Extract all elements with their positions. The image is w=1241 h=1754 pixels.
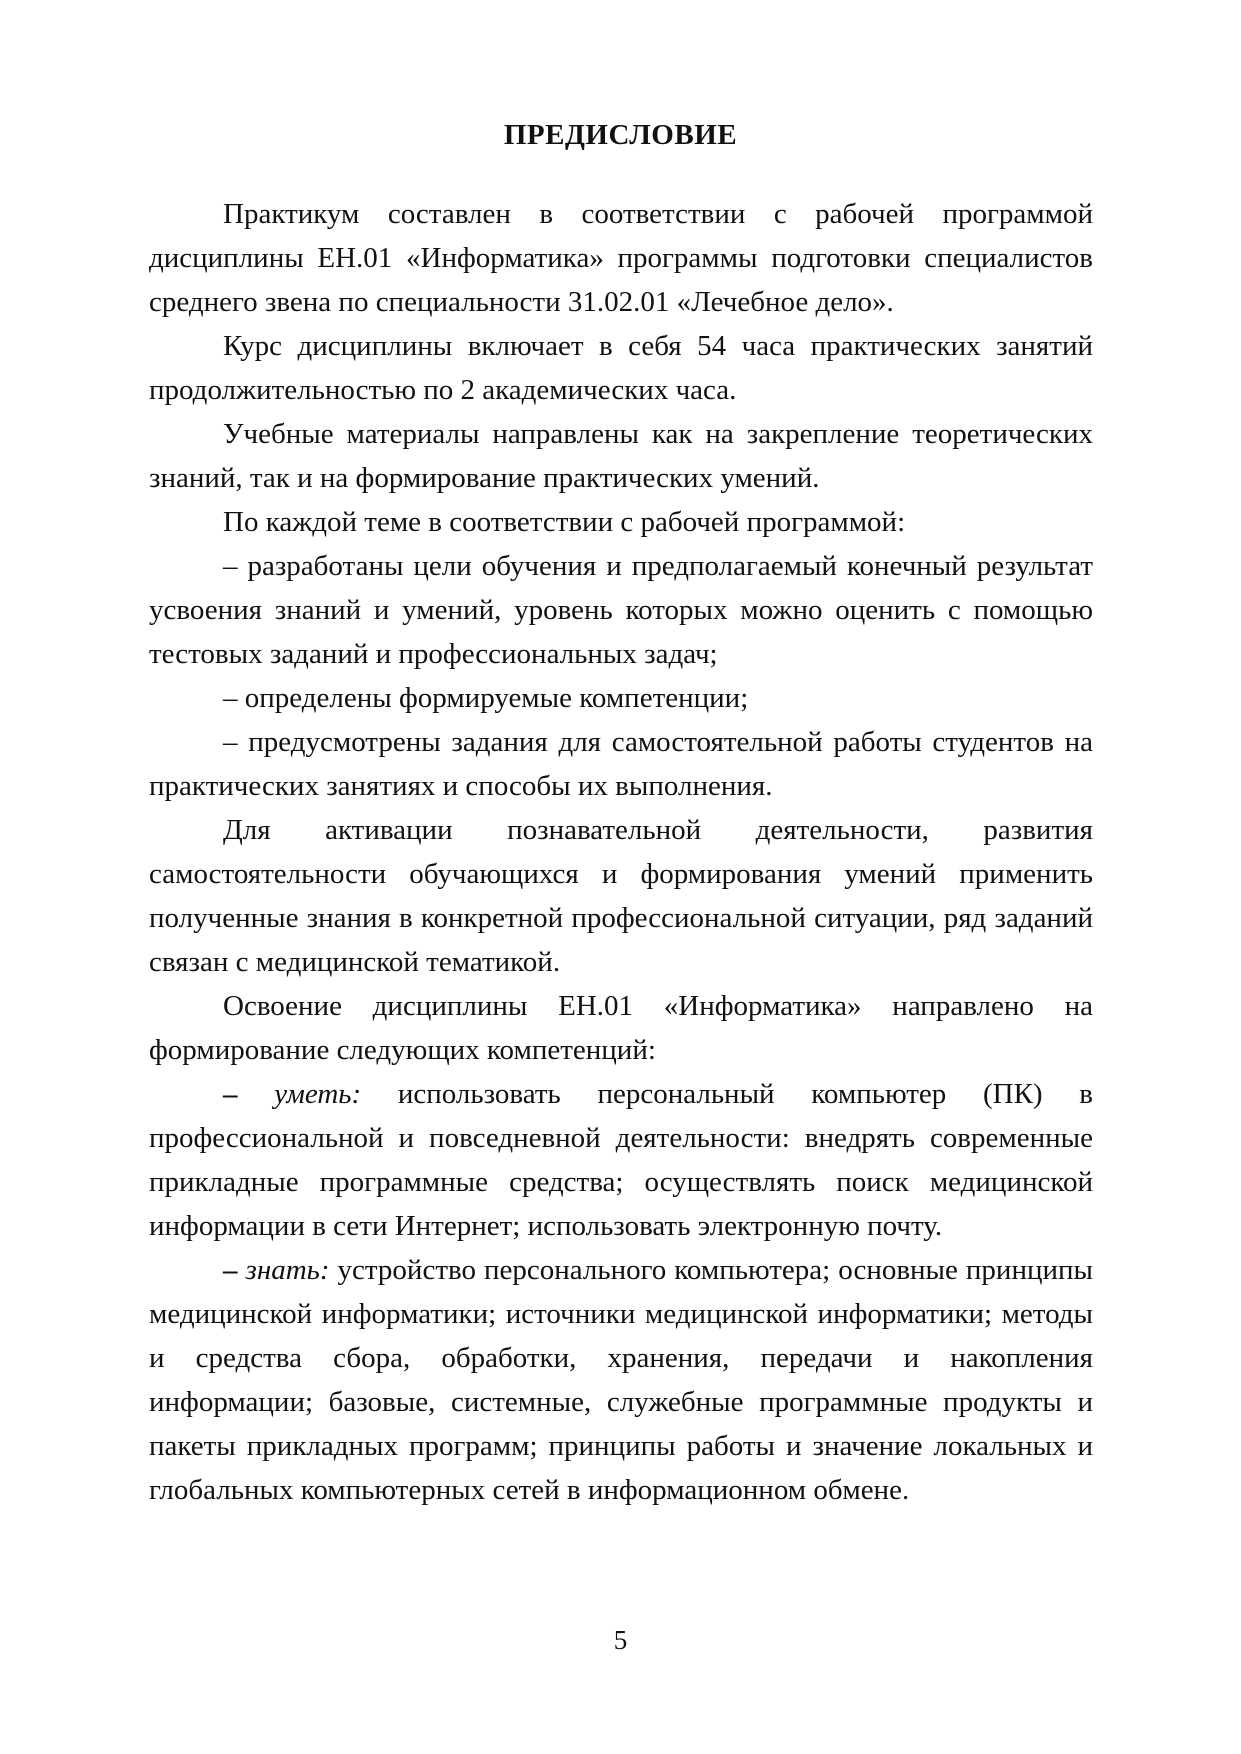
list-item-knowledge xyxy=(149,1248,1093,1512)
skills-text: использовать персональный компьютер (ПК) в профессиональной и повседневной деятельности: внедрять современные прикладные программные средства; осуществлять поиск медицинской информации в сети Интернет; использовать электронную почту. xyxy=(149,1078,1093,1242)
paragraph-activation: Для активации познавательной деятельности, развития самостоятельности обучающихся и формирования умений применить полученные знания в конкретной профессиональной ситуации, ряд заданий связан с медицинской тематикой. xyxy=(149,814,1093,978)
page-title: ПРЕДИСЛОВИЕ xyxy=(503,119,738,151)
dash-marker: – xyxy=(223,1254,238,1286)
dash-marker: – xyxy=(223,1078,238,1110)
paragraph-mastery: Освоение дисциплины ЕН.01 «Информатика» направлено на формирование следующих компетенций: xyxy=(149,990,1093,1066)
list-item-goals: – разработаны цели обучения и предполагаемый конечный результат усвоения знаний и умений, уровень которых можно оценить с помощью тестовых заданий и профессиональных задач; xyxy=(149,550,1093,670)
page-number: 5 xyxy=(613,1625,628,1655)
list-item-skills xyxy=(149,1072,1093,1248)
list-item-tasks: – предусмотрены задания для самостоятельной работы студентов на практических занятиях и способы их выполнения. xyxy=(149,726,1093,802)
document-body xyxy=(149,192,1093,1512)
paragraph-intro: Практикум составлен в соответствии с рабочей программой дисциплины ЕН.01 «Информатика» программы подготовки специалистов среднего звена по специальности 31.02.01 «Лечебное дело». xyxy=(149,198,1093,318)
list-item-competencies: – определены формируемые компетенции; xyxy=(223,682,749,714)
paragraph-materials: Учебные материалы направлены как на закрепление теоретических знаний, так и на формирование практических умений. xyxy=(149,418,1093,494)
paragraph-course-hours: Курс дисциплины включает в себя 54 часа практических занятий продолжительностью по 2 академических часа. xyxy=(149,330,1093,406)
knowledge-text: устройство персонального компьютера; основные принципы медицинской информатики; источники медицинской информатики; методы и средства сбора, обработки, хранения, передачи и накопления информации; базовые, системные, служебные программные продукты и пакеты прикладных программ; принципы работы и значение локальных и глобальных компьютерных сетей в информационном обмене. xyxy=(149,1254,1094,1506)
skills-lead: уметь: xyxy=(274,1078,362,1110)
paragraph-per-topic: По каждой теме в соответствии с рабочей программой: xyxy=(223,506,906,538)
knowledge-lead: знать: xyxy=(245,1254,330,1286)
